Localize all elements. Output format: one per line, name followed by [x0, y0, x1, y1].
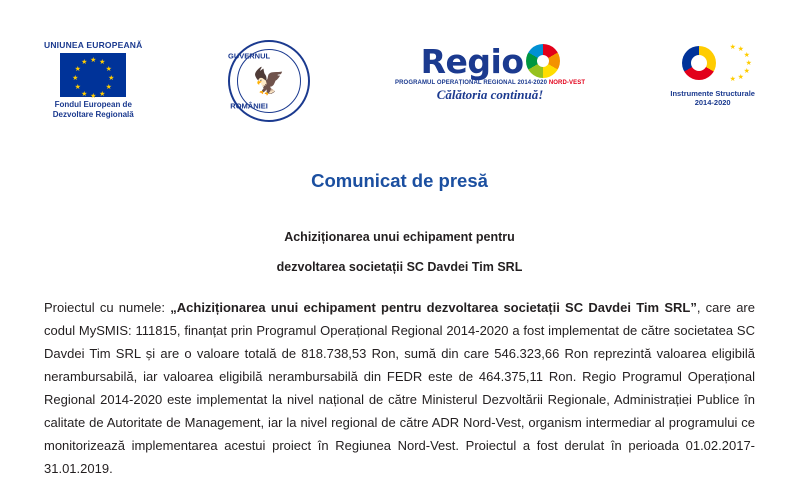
regio-color-wheel-icon: [526, 44, 560, 78]
document-subtitle: [44, 222, 755, 282]
eu-stars-arc-icon: ★ ★ ★ ★ ★ ★ ★: [729, 44, 752, 83]
structural-caption-line2: 2014-2020: [694, 98, 731, 107]
government-logo: [228, 40, 310, 122]
eu-logo-caption-line1: Fondul European de: [54, 100, 132, 109]
paragraph-lead: Proiectul cu numele:: [44, 300, 171, 315]
eu-flag-icon: ★ ★ ★ ★ ★ ★ ★ ★ ★ ★ ★ ★: [60, 53, 126, 97]
regio-wordmark: Regio: [420, 41, 524, 81]
paragraph-project-name: „Achiziționarea unui echipament pentru dezvoltarea societații SC Davdei Tim SRL”: [170, 300, 697, 315]
logo-strip: [44, 0, 755, 136]
structural-caption-line1: Instrumente Structurale: [670, 89, 755, 98]
eu-logo-caption: [53, 100, 134, 120]
structural-instruments-icon: [676, 42, 750, 88]
regio-logo: [395, 41, 586, 103]
eu-logo: [44, 40, 142, 120]
regio-tagline: Călătoria continuă!: [436, 87, 544, 102]
eu-logo-title: UNIUNEA EUROPEANĂ: [44, 40, 143, 50]
romanian-eagle-seal-icon: [228, 40, 310, 122]
regio-program-line: PROGRAMUL OPERAȚIONAL REGIONAL 2014-2020: [395, 80, 548, 86]
seal-text-top: GUVERNUL: [228, 51, 271, 61]
eu-logo-caption-line2: Dezvoltare Regională: [52, 110, 134, 119]
regio-region-tag: NORD-VEST: [548, 80, 586, 86]
ribbon-icon: [682, 46, 716, 80]
structural-instruments-logo: [670, 42, 755, 107]
seal-text-bottom: ROMÂNIEI: [230, 101, 268, 111]
paragraph-rest: , care are codul MySMIS: 111815, finanțat prin Programul Operațional Regional 2014-2020 a fost implementat de către societatea SC Davdei Tim SRL și are o valoare totală de 818.738,53 Ron, sumă din care 546.323,66 Ron reprezintă valoarea eligibilă nerambursabilă, iar valoarea eligibilă nerambursabilă din FEDR este de 464.375,11 Ron. Regio Programul Operațional Regional 2014-2020 este implementat la nivel național de către Ministerul Dezvoltării Regionale, Administrației Publice în calitate de Autoritate de Management, iar la nivel regional de către ADR Nord-Vest, organism intermediar al programului ce monitorizează implementarea acestui proiect în Regiunea Nord-Vest. Proiectul a fost derulat în perioada 01.02.2017-31.01.2019.: [44, 300, 755, 476]
document-subtitle-line1: Achiziționarea unui echipament pentru: [284, 230, 515, 244]
eagle-icon: 🦅: [252, 66, 285, 96]
document-subtitle-line2: dezvoltarea societații SC Davdei Tim SRL: [276, 260, 523, 274]
body-paragraph: [44, 296, 755, 480]
page-title: Comunicat de presă: [311, 170, 488, 191]
